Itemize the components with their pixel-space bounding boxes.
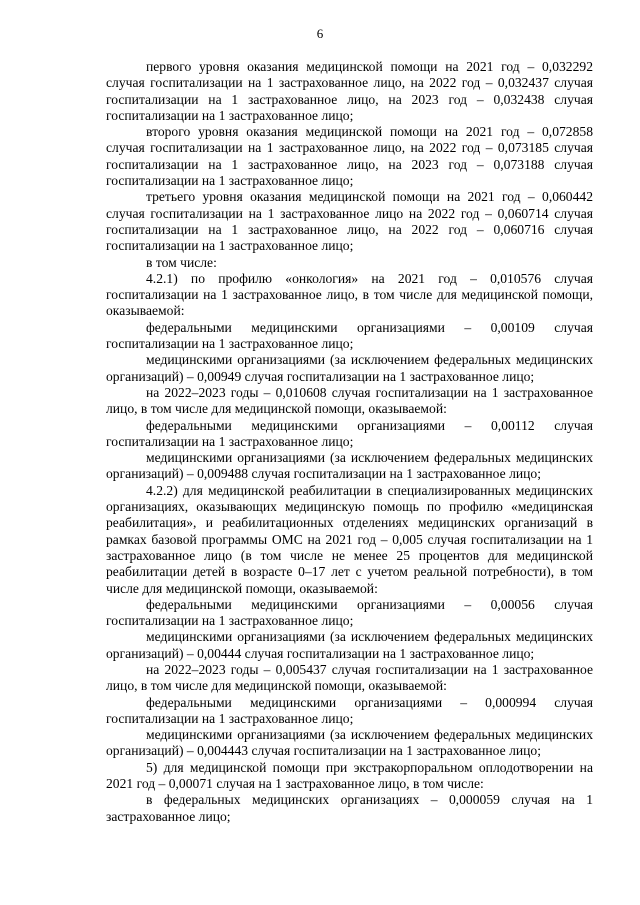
paragraph: на 2022–2023 годы – 0,010608 случая госпитализации на 1 застрахованное лицо, в том числе для медицинской помощи, оказываемой:	[106, 384, 593, 417]
paragraph: 5) для медицинской помощи при экстракорпоральном оплодотворении на 2021 год – 0,00071 случая на 1 застрахованное лицо, в том числе:	[106, 759, 593, 792]
paragraph: медицинскими организациями (за исключением федеральных медицинских организаций) – 0,00444 случая госпитализации на 1 застрахованное лицо;	[106, 629, 593, 661]
paragraph: федеральными медицинскими организациями – 0,00112 случая госпитализации на 1 застрахованное лицо;	[106, 417, 593, 449]
paragraph: медицинскими организациями (за исключением федеральных медицинских организаций) – 0,009488 случая госпитализации на 1 застрахованное лицо;	[106, 450, 593, 482]
paragraph: медицинскими организациями (за исключением федеральных медицинских организаций) – 0,004443 случая госпитализации на 1 застрахованное лицо;	[106, 727, 593, 759]
page-number: 6	[316, 26, 324, 41]
paragraph: федеральными медицинскими организациями – 0,000994 случая госпитализации на 1 застрахованное лицо;	[106, 694, 593, 726]
paragraph: федеральными медицинскими организациями – 0,00109 случая госпитализации на 1 застрахованное лицо;	[106, 319, 593, 352]
paragraph: в том числе:	[146, 254, 217, 270]
paragraph: в федеральных медицинских организациях – 0,000059 случая на 1 застрахованное лицо;	[106, 792, 593, 824]
paragraph: федеральными медицинскими организациями – 0,00056 случая госпитализации на 1 застрахованное лицо;	[106, 596, 593, 629]
paragraph: медицинскими организациями (за исключением федеральных медицинских организаций) – 0,00949 случая госпитализации на 1 застрахованное лицо;	[106, 352, 593, 384]
paragraph: 4.2.1) по профилю «онкология» на 2021 год – 0,010576 случая госпитализации на 1 застрахованное лицо, в том числе для медицинской помощи, оказываемой:	[106, 270, 593, 319]
paragraph: второго уровня оказания медицинской помощи на 2021 год – 0,072858 случая госпитализации на 1 застрахованное лицо, на 2022 год – 0,073185 случая госпитализации на 1 застрахованное лицо, на 2023 год – 0,073188 случая госпитализации на 1 застрахованное лицо;	[106, 124, 593, 189]
paragraph: первого уровня оказания медицинской помощи на 2021 год – 0,032292 случая госпитализации на 1 застрахованное лицо, на 2022 год – 0,032437 случая госпитализации на 1 застрахованное лицо, на 2023 год – 0,032438 случая госпитализации на 1 застрахованное лицо;	[106, 59, 593, 123]
paragraph: на 2022–2023 годы – 0,005437 случая госпитализации на 1 застрахованное лицо, в том числе для медицинской помощи, оказываемой:	[106, 661, 593, 694]
document-body	[106, 59, 593, 825]
paragraph: 4.2.2) для медицинской реабилитации в специализированных медицинских организациях, оказывающих медицинскую помощь по профилю «медицинская реабилитация», и реабилитационных отделениях медицинских организаций в рамках базовой программы ОМС на 2021 год – 0,005 случая госпитализации на 1 застрахованное лицо (в том числе не менее 25 процентов для медицинской реабилитации детей в возрасте 0–17 лет с учетом реальной потребности), в том числе для медицинской помощи, оказываемой:	[106, 482, 593, 596]
paragraph: третьего уровня оказания медицинской помощи на 2021 год – 0,060442 случая госпитализации на 1 застрахованное лицо на 2022 год – 0,060714 случая госпитализации на 1 застрахованное лицо, на 2022 год – 0,060716 случая госпитализации на 1 застрахованное лицо;	[106, 189, 593, 254]
